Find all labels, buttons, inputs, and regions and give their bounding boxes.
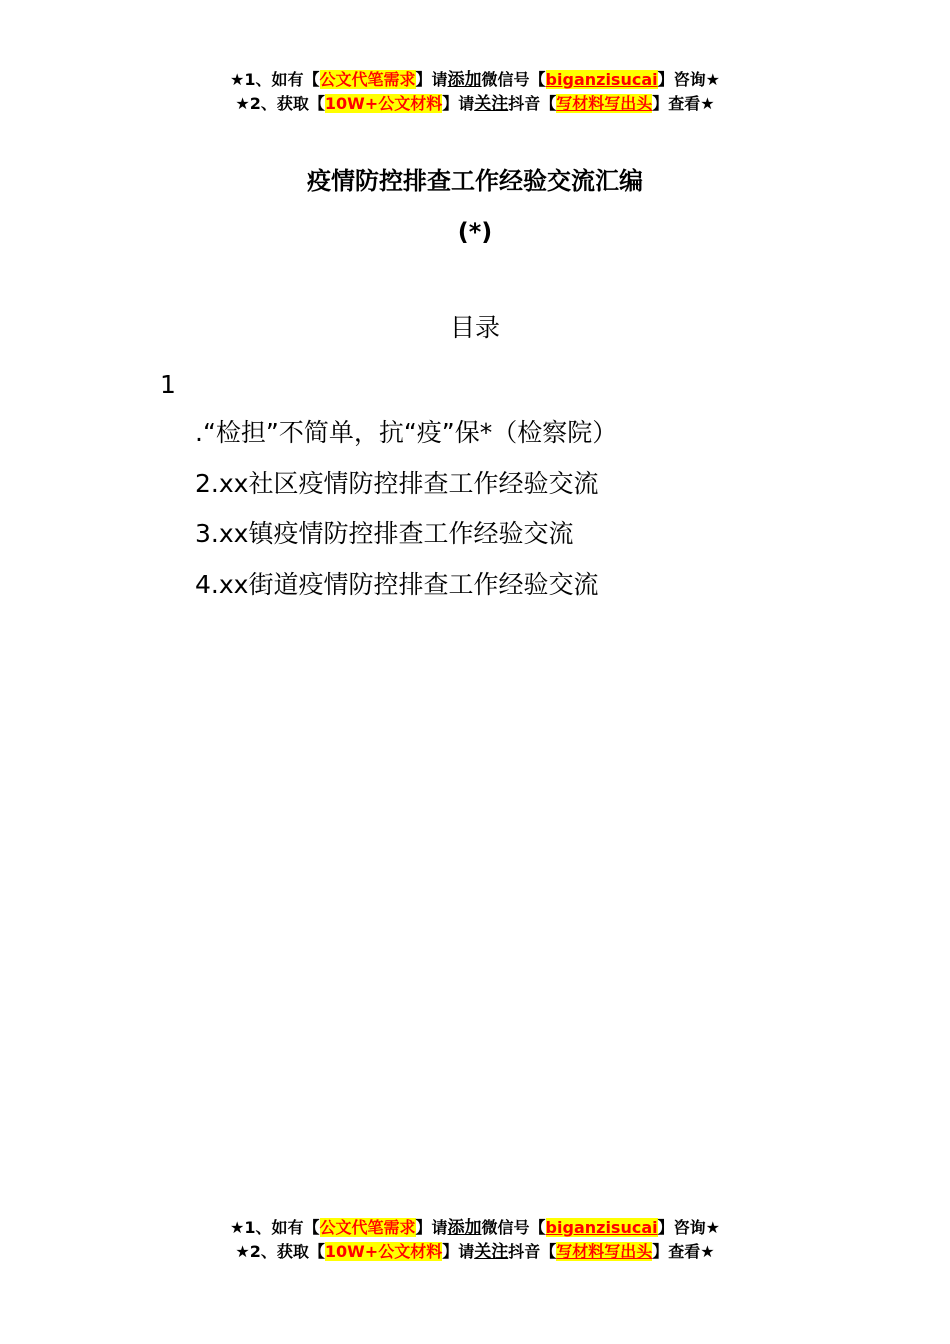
banner-text: 】请 <box>415 1218 448 1237</box>
banner-text: 抖音【 <box>508 1242 557 1261</box>
banner-emphasis-follow: 关注 <box>474 94 509 114</box>
banner-emphasis-add: 添加 <box>447 70 482 90</box>
banner-text: 】查看★ <box>652 94 715 113</box>
banner-text: 】请 <box>415 70 448 89</box>
banner-text: 】查看★ <box>652 1242 715 1261</box>
banner-highlight-service: 公文代笔需求 <box>319 70 416 89</box>
banner-highlight-materials: 10W+公文材料 <box>324 1242 443 1261</box>
toc-heading: 目录 <box>449 313 500 342</box>
document-subtitle: (*) <box>457 218 493 246</box>
banner-emphasis-add: 添加 <box>447 1218 482 1238</box>
banner-highlight-materials: 10W+公文材料 <box>324 94 443 113</box>
banner-douyin-account: 写材料写出头 <box>556 94 653 113</box>
banner-text: ★2、获取【 <box>235 1242 325 1261</box>
banner-text: ★2、获取【 <box>235 94 325 113</box>
banner-line-1 <box>0 68 950 92</box>
banner-wechat-id: biganzisucai <box>545 1218 658 1237</box>
top-banner <box>0 68 950 116</box>
toc-item: 3.xx镇疫情防控排查工作经验交流 <box>195 519 574 548</box>
banner-douyin-account: 写材料写出头 <box>556 1242 653 1261</box>
banner-line-1 <box>0 1216 950 1240</box>
banner-text: 微信号【 <box>481 1218 546 1237</box>
banner-text: ★1、如有【 <box>230 1218 320 1237</box>
banner-text: 微信号【 <box>481 70 546 89</box>
banner-text: ★1、如有【 <box>230 70 320 89</box>
document-title: 疫情防控排查工作经验交流汇编 <box>307 167 643 195</box>
banner-line-2 <box>0 1240 950 1264</box>
banner-text: 】咨询★ <box>657 70 720 89</box>
banner-text: 】咨询★ <box>657 1218 720 1237</box>
toc-item: 4.xx街道疫情防控排查工作经验交流 <box>195 569 599 599</box>
toc-item-number: 1 <box>160 370 176 399</box>
banner-line-2 <box>0 92 950 116</box>
banner-highlight-service: 公文代笔需求 <box>319 1218 416 1237</box>
banner-emphasis-follow: 关注 <box>474 1242 509 1262</box>
banner-text: 抖音【 <box>508 94 557 113</box>
banner-wechat-id: biganzisucai <box>545 70 658 89</box>
banner-text: 】请 <box>442 1242 475 1261</box>
toc-item: .“检担”不简单，抗“疫”保*（检察院） <box>195 418 618 447</box>
bottom-banner <box>0 1216 950 1264</box>
banner-text: 】请 <box>442 94 475 113</box>
toc-item: 2.xx社区疫情防控排查工作经验交流 <box>195 468 599 498</box>
toc-list <box>195 408 895 610</box>
